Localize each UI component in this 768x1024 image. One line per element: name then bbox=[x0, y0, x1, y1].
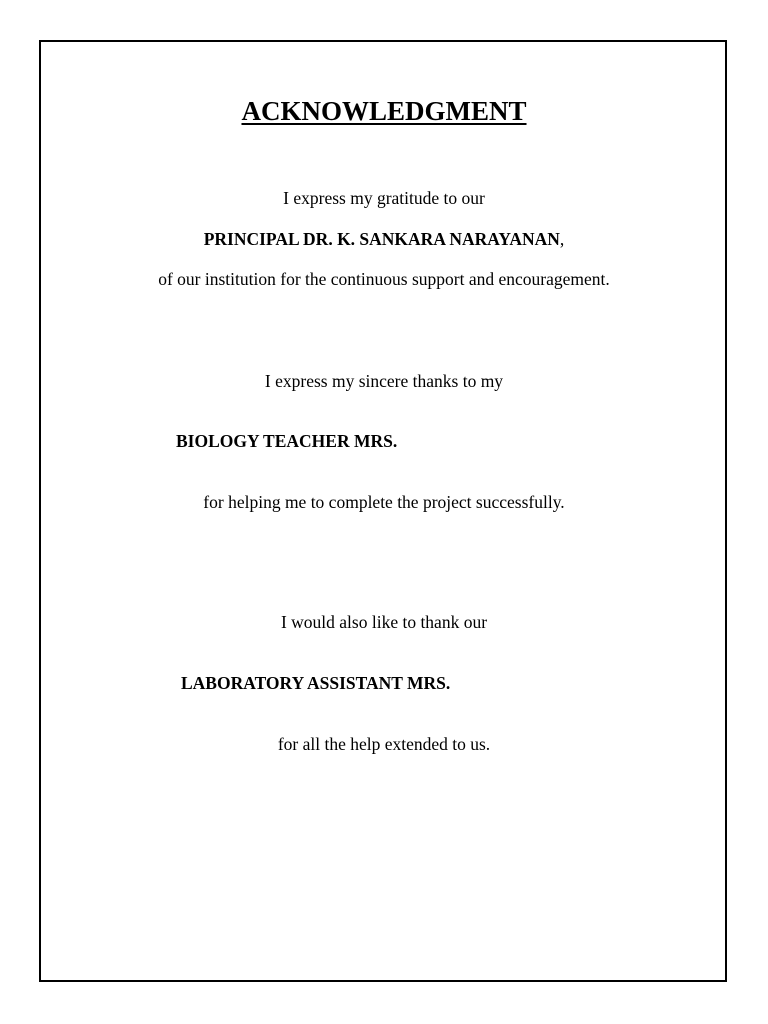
lab-assistant-name: LABORATORY ASSISTANT MRS. bbox=[181, 673, 451, 693]
principal-intro-text: I express my gratitude to our bbox=[283, 188, 485, 208]
teacher-intro-text: I express my sincere thanks to my bbox=[264, 371, 504, 391]
page-title: ACKNOWLEDGMENT bbox=[241, 96, 527, 126]
principal-comma: , bbox=[559, 229, 565, 249]
lab-help-text: for all the help extended to us. bbox=[277, 734, 491, 754]
principal-line bbox=[0, 231, 768, 249]
teacher-help-text: for helping me to complete the project successfully. bbox=[203, 492, 565, 512]
teacher-name: BIOLOGY TEACHER MRS. bbox=[176, 431, 398, 451]
principal-name: PRINCIPAL DR. K. SANKARA NARAYANAN bbox=[203, 229, 560, 249]
lab-intro-text: I would also like to thank our bbox=[280, 612, 488, 632]
principal-support-text: of our institution for the continuous support and encouragement. bbox=[158, 269, 610, 289]
